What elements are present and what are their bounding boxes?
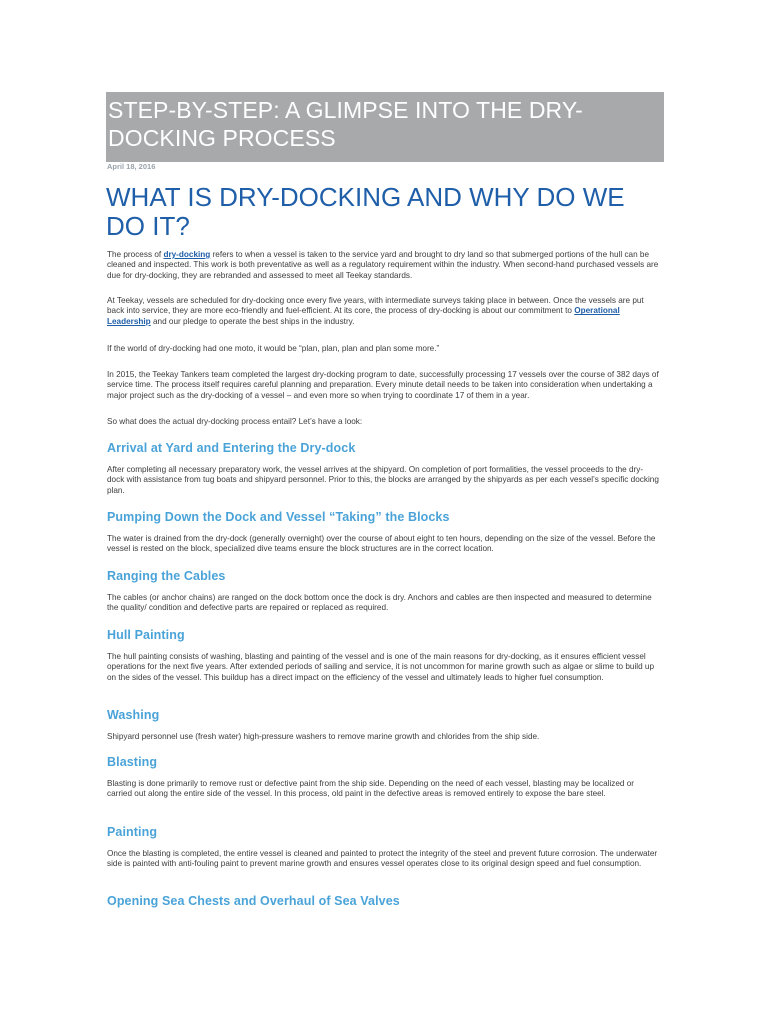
section-heading-painting: Painting — [107, 825, 158, 839]
section-body-washing: Shipyard personnel use (fresh water) high-pressure washers to remove marine growth and chlorides from the ship side. — [107, 732, 540, 741]
intro-paragraph-1: The process of dry-docking refers to when a vessel is taken to the service yard and brought to dry land so that submerged portions of the hull can be cleaned and inspected. This work is both preventative as well as a regulatory requirement within the industry. When second-hand purchased vessels are due for dry-docking, they are rebranded and assessed to meet all Teekay standards. — [107, 250, 659, 280]
section-heading-blasting: Blasting — [107, 755, 158, 769]
title-banner — [106, 92, 664, 162]
intro-paragraph-4: In 2015, the Teekay Tankers team completed the largest dry-docking program to date, successfully processing 17 vessels over the course of 382 days of service time. The process itself requires careful planning and preparation. Every minute detail needs to be taken into consideration when undertaking a major project such as the dry-docking of a vessel – and even more so when trying to coordinate 17 of them in a year. — [107, 370, 659, 400]
section-heading-sea-chests: Opening Sea Chests and Overhaul of Sea Valves — [107, 894, 400, 908]
intro-paragraph-5: So what does the actual dry-docking process entail? Let’s have a look: — [107, 417, 363, 426]
operational-leadership-link[interactable]: Operational Leadership — [107, 306, 620, 326]
section-body-arrival: After completing all necessary preparatory work, the vessel arrives at the shipyard. On completion of port formalities, the vessel proceeds to the dry-dock with assistance from tug boats and shipyard personnel. Prior to this, the blocks are arranged by the shipyards as per each vessel’s specific docking plan. — [107, 465, 659, 495]
dry-docking-link[interactable]: dry-docking — [163, 250, 211, 259]
main-heading: WHAT IS DRY-DOCKING AND WHY DO WE DO IT? — [106, 182, 625, 241]
section-body-blasting: Blasting is done primarily to remove rust or defective paint from the ship side. Depending on the need of each vessel, blasting may be localized or carried out along the entire side of the vessel. In this process, old paint in the defective areas is removed entirely to expose the bare steel. — [107, 779, 635, 799]
section-heading-cables: Ranging the Cables — [107, 569, 226, 583]
section-heading-washing: Washing — [107, 708, 160, 722]
section-body-painting: Once the blasting is completed, the entire vessel is cleaned and painted to protect the integrity of the steel and prevent future corrosion. The underwater side is painted with anti-fouling paint to prevent marine growth and ensures vessel operates close to its original design speed and fuel consumption. — [107, 849, 658, 869]
page-title: STEP-BY-STEP: A GLIMPSE INTO THE DRY-DOCKING PROCESS — [108, 97, 583, 151]
section-heading-pumping: Pumping Down the Dock and Vessel “Taking” the Blocks — [107, 510, 450, 524]
section-body-hull-painting: The hull painting consists of washing, blasting and painting of the vessel and is one of the main reasons for dry-docking, as it ensures efficient vessel operations for the next five years. After extended periods of sailing and service, it is not uncommon for marine growth such as algae or slime to build up on the sides of the vessel. This buildup has a direct impact on the efficiency of the vessel and ultimately leads to higher fuel consumption. — [107, 652, 655, 682]
section-heading-arrival: Arrival at Yard and Entering the Dry-dock — [107, 441, 356, 455]
post-date: April 18, 2016 — [107, 162, 156, 171]
intro-paragraph-3: If the world of dry-docking had one moto, it would be “plan, plan, plan and plan some more.” — [107, 344, 440, 353]
section-body-cables: The cables (or anchor chains) are ranged on the dock bottom once the dock is dry. Anchors and cables are then inspected and measured to determine the quality/ condition and defective parts are repaired or replaced as required. — [107, 593, 652, 613]
section-body-pumping: The water is drained from the dry-dock (generally overnight) over the course of about eight to ten hours, depending on the size of the vessel. Before the vessel is rested on the block, specialized dive teams ensure the block structures are in the correct location. — [107, 534, 656, 554]
section-heading-hull-painting: Hull Painting — [107, 628, 185, 642]
intro-paragraph-2: At Teekay, vessels are scheduled for dry-docking once every five years, with intermediate surveys taking place in between. Once the vessels are put back into service, they are more eco-friendly and fuel-efficient. At its core, the process of dry-docking is about our commitment to Operational Leadership and our pledge to operate the best ships in the industry. — [107, 296, 644, 326]
